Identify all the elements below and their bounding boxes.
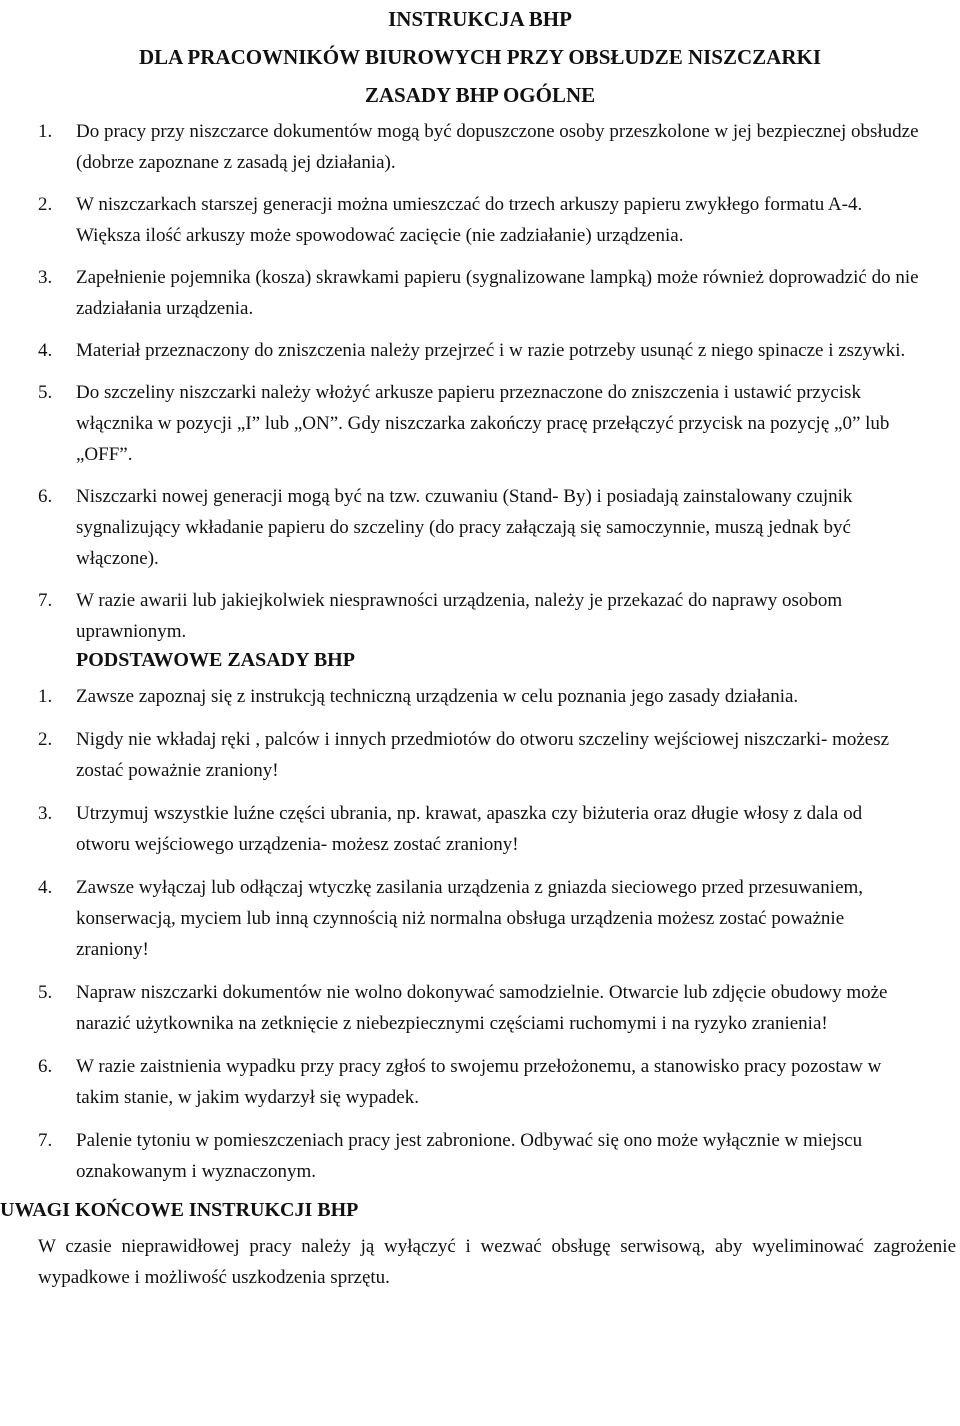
- section-heading-final: UWAGI KOŃCOWE INSTRUKCJI BHP: [0, 1199, 359, 1221]
- list-item: [0, 1051, 960, 1113]
- list-item: [0, 377, 960, 470]
- item-text: Do szczeliny niszczarki należy włożyć arkusze papieru przeznaczone do zniszczenia i ustawić przycisk włącznika w pozycji „I” lub „ON”. Gdy niszczarka zakończy pracę przełączyć przycisk na pozycję „0” lub „OFF”.: [76, 382, 890, 465]
- basic-rules-list: [0, 681, 960, 1187]
- item-text: Do pracy przy niszczarce dokumentów mogą być dopuszczone osoby przeszkolone w jej bezpiecznej obsłudze (dobrze zapoznane z zasadą jej działania).: [76, 121, 919, 173]
- item-text: Utrzymuj wszystkie luźne części ubrania, np. krawat, apaszka czy biżuteria oraz długie włosy z dala od otworu wejściowego urządzenia- możesz zostać zraniony!: [76, 803, 863, 855]
- item-number: 5.: [38, 382, 53, 403]
- item-number: 5.: [38, 982, 53, 1003]
- list-item: [0, 481, 960, 574]
- item-text: W niszczarkach starszej generacji można umieszczać do trzech arkuszy papieru zwykłego formatu A-4. Większa ilość arkuszy może spowodować zacięcie (nie zadziałanie) urządzenia.: [76, 194, 863, 246]
- section-heading-basic: PODSTAWOWE ZASADY BHP: [76, 649, 355, 671]
- item-text: Nigdy nie wkładaj ręki , palców i innych przedmiotów do otworu szczeliny wejściowej niszczarki- możesz zostać poważnie zraniony!: [76, 729, 890, 781]
- list-item: [0, 585, 960, 647]
- item-text: Zawsze wyłączaj lub odłączaj wtyczkę zasilania urządzenia z gniazda sieciowego przed przesuwaniem, konserwacją, myciem lub inną czynnością niż normalna obsługa urządzenia możesz zostać poważnie zraniony!: [76, 877, 864, 960]
- item-number: 3.: [38, 803, 53, 824]
- list-item: [0, 189, 960, 251]
- section-heading-general: ZASADY BHP OGÓLNE: [364, 83, 596, 107]
- list-item: [0, 335, 960, 366]
- item-text: W razie zaistnienia wypadku przy pracy zgłoś to swojemu przełożonemu, a stanowisko pracy pozostaw w takim stanie, w jakim wydarzył się wypadek.: [76, 1056, 882, 1108]
- item-number: 4.: [38, 877, 53, 898]
- document-title: INSTRUKCJA BHP: [388, 7, 572, 31]
- document-subtitle: DLA PRACOWNIKÓW BIUROWYCH PRZY OBSŁUDZE NISZCZARKI: [138, 45, 822, 69]
- item-number: 7.: [38, 590, 53, 611]
- item-number: 6.: [38, 486, 53, 507]
- list-item: [0, 262, 960, 324]
- item-text: Napraw niszczarki dokumentów nie wolno dokonywać samodzielnie. Otwarcie lub zdjęcie obudowy może narazić użytkownika na zetknięcie z niebezpiecznymi częściami ruchomymi i na ryzyko zranienia!: [76, 982, 888, 1034]
- list-item: [0, 1125, 960, 1187]
- item-number: 2.: [38, 729, 53, 750]
- final-remarks-text: W czasie nieprawidłowej pracy należy ją wyłączyć i wezwać obsługę serwisową, aby wyeliminować zagrożenie wypadkowe i możliwość uszkodzenia sprzętu.: [38, 1236, 956, 1288]
- item-text: Materiał przeznaczony do zniszczenia należy przejrzeć i w razie potrzeby usunąć z niego spinacze i zszywki.: [76, 340, 906, 361]
- item-text: W razie awarii lub jakiejkolwiek niesprawności urządzenia, należy je przekazać do naprawy osobom uprawnionym.: [76, 590, 843, 642]
- list-item: [0, 872, 960, 965]
- item-text: Palenie tytoniu w pomieszczeniach pracy jest zabronione. Odbywać się ono może wyłącznie w miejscu oznakowanym i wyznaczonym.: [76, 1130, 863, 1182]
- item-number: 1.: [38, 121, 53, 142]
- list-item: [0, 681, 960, 712]
- list-item: [0, 798, 960, 860]
- item-number: 3.: [38, 267, 53, 288]
- item-number: 2.: [38, 194, 53, 215]
- item-text: Zawsze zapoznaj się z instrukcją techniczną urządzenia w celu poznania jego zasady działania.: [76, 686, 799, 707]
- item-text: Zapełnienie pojemnika (kosza) skrawkami papieru (sygnalizowane lampką) może również doprowadzić do nie zadziałania urządzenia.: [76, 267, 919, 319]
- item-number: 7.: [38, 1130, 53, 1151]
- general-rules-list: [0, 116, 960, 647]
- item-number: 6.: [38, 1056, 53, 1077]
- item-text: Niszczarki nowej generacji mogą być na tzw. czuwaniu (Stand- By) i posiadają zainstalowany czujnik sygnalizujący wkładanie papieru do szczeliny (do pracy załączają się samoczynnie, muszą jednak być włączone).: [76, 486, 853, 569]
- list-item: [0, 977, 960, 1039]
- item-number: 1.: [38, 686, 53, 707]
- item-number: 4.: [38, 340, 53, 361]
- list-item: [0, 724, 960, 786]
- list-item: [0, 116, 960, 178]
